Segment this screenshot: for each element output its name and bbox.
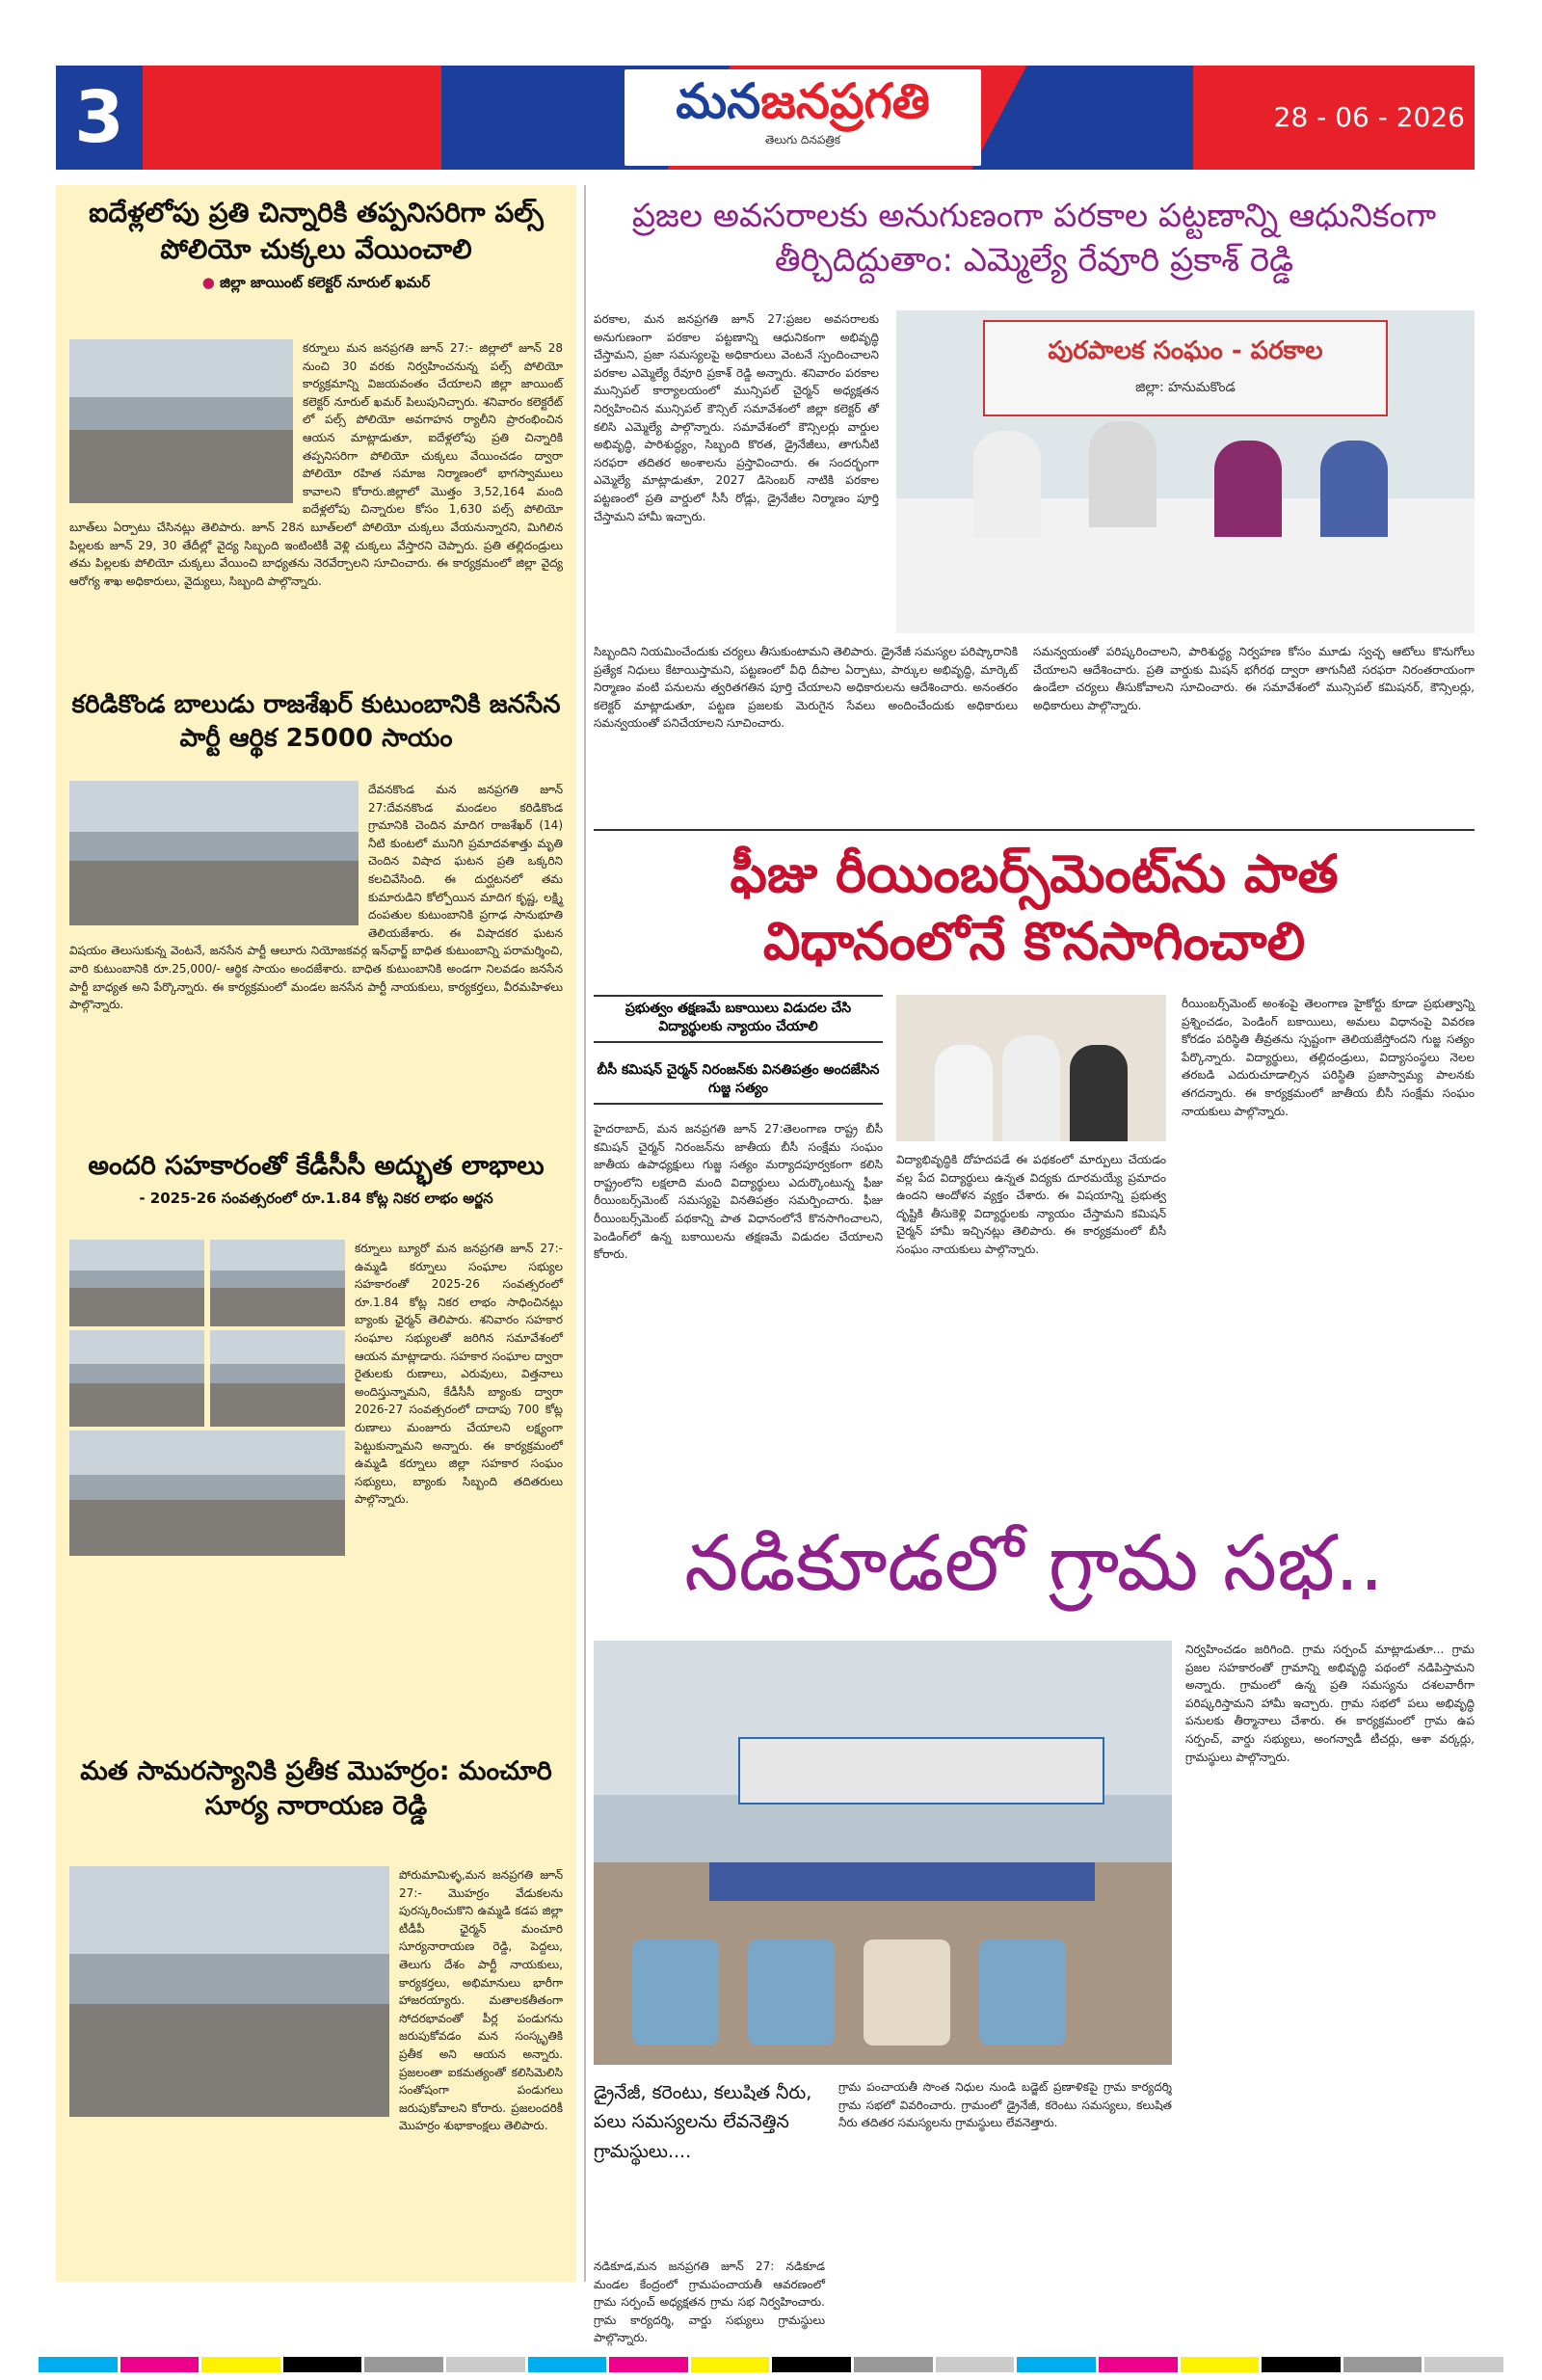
article-parakala-mla bbox=[594, 185, 1475, 821]
article-subhead: - 2025-26 సంవత్సరంలో రూ.1.84 కోట్ల నికర లాభం అర్జన bbox=[139, 1190, 493, 1208]
article-body-col2: సిబ్బందిని నియమించేందుకు చర్యలు తీసుకుంటామని తెలిపారు. డ్రైనేజీ సమస్యల పరిష్కారానికి ప్రత్యేక నిధులు కేటాయిస్తామని, పట్టణంలో వీధి దీపాల ఏర్పాటు, పార్కుల అభివృద్ధి, మార్కెట్ నిర్మాణం వంటి పనులను త్వరితగతిన పూర్తి చేయాలని అధికారులను ఆదేశించారు. అనంతరం కలెక్టర్ మాట్లాడుతూ, పట్టణ ప్రజలకు మెరుగైన సేవలు అందించేందుకు అధికారులు సమన్వయంతో పనిచేయాలని సూచించారు. bbox=[594, 645, 1018, 731]
banner-subtext: జిల్లా: హనుమకొండ bbox=[1135, 380, 1236, 395]
meeting-banner bbox=[983, 320, 1388, 416]
article-moharram bbox=[69, 1754, 563, 2133]
article-body-col1: హైదరాబాద్, మన జనప్రగతి జూన్ 27:తెలంగాణ రాష్ట్ర బీసీ కమిషన్ చైర్మన్ నిరంజన్‌ను జాతీయ బీసీ సంక్షేమ సంఘం జాతీయ ఉపాధ్యక్షులు గుజ్జ సత్యం మర్యాదపూర్వకంగా కలిసి రాష్ట్రంలోని లక్షలాది మంది విద్యార్థులు ఎదుర్కొంటున్న ఫీజు రీయింబర్స్‌మెంట్ సమస్యపై వినతిపత్రం సమర్పించారు. ఫీజు రీయింబర్స్‌మెంట్ పథకాన్ని పాత విధానంలోనే కొనసాగించాలని, పెండింగ్‌లో ఉన్న బకాయిలను తక్షణమే విడుదల చేయాలని కోరారు. bbox=[594, 1122, 883, 1262]
logo-left-word: మన bbox=[676, 73, 761, 129]
article-body-col1: పరకాల, మన జనప్రగతి జూన్ 27:ప్రజల అవసరాలకు అనుగుణంగా పరకాల పట్టణాన్ని ఆధునికంగా అభివృద్ధి చేస్తామని, ప్రజా సమస్యలపై అధికారులు వెంటనే స్పందించాలని పరకాల ఎమ్మెల్యే రేవూరి ప్రకాశ్ రెడ్డి అన్నారు. శనివారం పరకాల మున్సిపల్ కార్యాలయంలో మున్సిపల్ చైర్మన్ అధ్యక్షతన నిర్వహించిన మున్సిపల్ కౌన్సిల్ సమావేశంలో జిల్లా కలెక్టర్ తో కలిసి ఎమ్మెల్యే పాల్గొన్నారు. సమావేశంలో కౌన్సిలర్లు వార్డుల అభివృద్ధి, పారిశుద్ధ్యం, సిబ్బంది కొరత, డ్రైనేజీలు, తాగునీటి సరఫరా తదితర అంశాలను ప్రస్తావించారు. ఈ సందర్భంగా ఎమ్మెల్యే మాట్లాడుతూ, 2027 డిసెంబర్ నాటికి పరకాల పట్టణంలో ప్రతి వార్డులో సీసీ రోడ్లు, డ్రైనేజీల నిర్మాణం పూర్తి చేస్తామని హామీ ఇచ్చారు. bbox=[594, 312, 879, 523]
article-headline: నడికూడలో గ్రామ సభ.. bbox=[684, 1518, 1384, 1608]
logo-tagline: తెలుగు దినపత్రిక bbox=[764, 133, 841, 147]
article-kicker-secondary: బీసీ కమిషన్ చైర్మన్ నిరంజన్‌కు వినతిపత్రం అందజేసిన గుజ్జ సత్యం bbox=[594, 1058, 883, 1105]
page-number: 3 bbox=[56, 66, 143, 170]
gram-sabha-photo bbox=[594, 1641, 1172, 2065]
article-body-col3: సమన్వయంతో పరిష్కరించాలని, పారిశుద్ధ్య నిర్వహణ కోసం మూడు స్వచ్ఛ ఆటోలు కొనుగోలు చేయాలని ఆదేశించారు. ప్రతి వార్డుకు మిషన్ భగీరథ ద్వారా తాగునీటి సరఫరా నిరంతరాయంగా ఉండేలా చర్యలు తీసుకోవాలని సూచించారు. ఈ సమావేశంలో మున్సిపల్ కమిషనర్, కౌన్సిలర్లు, అధికారులు పాల్గొన్నారు. bbox=[1033, 645, 1475, 712]
article-body-col3: రీయింబర్స్‌మెంట్ అంశంపై తెలంగాణ హైకోర్టు కూడా ప్రభుత్వాన్ని ప్రశ్నించడం, పెండింగ్ బకాయిలు, అమలు విధానంపై వివరణ కోరడం పరిస్థితి తీవ్రతను స్పష్టంగా తెలియజేస్తోందని గుజ్జ సత్యం పేర్కొన్నారు. విద్యార్థులు, తల్లిదండ్రులు, విద్యాసంస్థలు నెలల తరబడి ఎదురుచూడాల్సిన పరిస్థితి ప్రజాస్వామ్య పాలనకు తగదన్నారు. ఈ కార్యక్రమంలో జాతీయ బీసీ సంక్షేమ సంఘం నాయకులు పాల్గొన్నారు. bbox=[1182, 997, 1475, 1118]
column-divider bbox=[584, 185, 586, 2282]
print-registration-strip bbox=[39, 2357, 1503, 2372]
article-headline: ప్రజల అవసరాలకు అనుగుణంగా పరకాల పట్టణాన్ని ఆధునికంగా తీర్చిదిద్దుతాం: ఎమ్మెల్యే రేవూరి ప్రకాశ్ రెడ్డి bbox=[631, 197, 1437, 280]
banner-text: పురపాలక సంఘం - పరకాల bbox=[1048, 336, 1323, 365]
left-column bbox=[56, 185, 576, 2282]
article-headline: ఐదేళ్లలోపు ప్రతి చిన్నారికి తప్పనిసరిగా పల్స్ పోలియో చుక్కలు వేయించాలి bbox=[89, 197, 544, 265]
logo-right-word: జనప్రగతి bbox=[760, 73, 930, 129]
article-pulse-polio bbox=[69, 195, 563, 588]
article-body bbox=[69, 339, 563, 657]
article-headline: మత సామరస్యానికి ప్రతీక మొహర్రం: మంచూరి సూర్య నారాయణ రెడ్డి bbox=[80, 1756, 552, 1822]
article-body bbox=[69, 1866, 563, 2252]
article-janasena-aid bbox=[69, 688, 563, 1012]
newspaper-logo bbox=[625, 69, 981, 166]
article-body-text: కర్నూలు మన జనప్రగతి జూన్ 27:- జిల్లాలో జూన్ 28 నుంచి 30 వరకు నిర్వహించనున్న పల్స్ పోలియో కార్యక్రమాన్ని విజయవంతం చేయాలని జిల్లా జాయింట్ కలెక్టర్ నూరుల్ ఖమర్ పిలుపునిచ్చారు. శనివారం కలెక్టరేట్ లో పల్స్ పోలియో అవగాహన ర్యాలీని ప్రారంభించిన ఆయన మాట్లాడుతూ, ఐదేళ్లలోపు ప్రతి చిన్నారికి తప్పనిసరిగా పోలియో చుక్కలు వేయించడం ద్వారా పోలియో రహిత సమాజ నిర్మాణంలో భాగస్వాములు కావాలని కోరారు.జిల్లాలో మొత్తం 3,52,164 మంది ఐదేళ్లలోపు చిన్నారుల కోసం 1,630 పల్స్ పోలియో బూత్‌లు ఏర్పాటు చేసినట్లు తెలిపారు. జూన్ 28న బూత్‌లలో పోలియో చుక్కలు వేయనున్నారని, మిగిలిన పిల్లలకు జూన్ 29, 30 తేదీల్లో వైద్య సిబ్బంది ఇంటింటికీ వెళ్లి చుక్కలు వేస్తారని చెప్పారు. ప్రతి తల్లిదండ్రులు తమ పిల్లలకు పోలియో చుక్కలు వేయించి బాధ్యతను నెరవేర్చాలని సూచించారు. ఈ కార్యక్రమంలో జిల్లా వైద్య ఆరోగ్య శాఖ అధికారులు, వైద్యులు, సిబ్బంది పాల్గొన్నారు. bbox=[69, 341, 563, 588]
article-body bbox=[69, 1240, 563, 1741]
article-body-text: పోరుమామిళ్ళ,మన జనప్రగతి జూన్ 27:- మొహర్రం వేడుకలను పురస్కరించుకొని ఉమ్మడి కడప జిల్లా టీడీపీ ఛైర్మన్ మంచూరి సూర్యనారాయణ రెడ్డి, పెద్దలు, తెలుగు దేశం పార్టీ నాయకులు, కార్యకర్తలు, అభిమానులు భారీగా హాజరయ్యారు. మతాలకతీతంగా సోదరభావంతో పీర్ల పండుగను జరుపుకోవడం మన సంస్కృతికి ప్రతీక అని ఆయన అన్నారు. ప్రజలంతా ఐకమత్యంతో కలిసిమెలిసి సంతోషంగా పండుగలు జరుపుకోవాలని కోరారు. ప్రజలందరికీ మొహర్రం శుభాకాంక్షలు తెలిపారు. bbox=[399, 1868, 563, 2133]
section-divider bbox=[594, 829, 1475, 831]
article-body-col1: నడికూడ,మన జనప్రగతి జూన్ 27: నడికూడ మండల కేంద్రంలో గ్రామపంచాయతీ ఆవరణంలో గ్రామ సర్పంచ్ అధ్యక్షతన గ్రామ సభ నిర్వహించారు. గ్రామ కార్యదర్శి, వార్డు సభ్యులు గ్రామస్థులు పాల్గొన్నారు. bbox=[594, 2260, 825, 2345]
article-body-col2: విద్యాభివృద్ధికి దోహదపడే ఈ పథకంలో మార్పులు చేయడం వల్ల పేద విద్యార్థులు ఉన్నత విద్యకు దూరమయ్యే ప్రమాదం ఉందని ఆందోళన వ్యక్తం చేశారు. ఈ విషయాన్ని ప్రభుత్వ దృష్టికి తీసుకెళ్లి విద్యార్థులకు న్యాయం చేస్తామని కమిషన్ చైర్మన్ హామీ ఇచ్చినట్లు తెలిపారు. ఈ కార్యక్రమంలో బీసీ సంఘం నాయకులు పాల్గొన్నారు. bbox=[896, 1153, 1166, 1256]
bullet-icon: ● bbox=[201, 273, 215, 291]
memorandum-photo bbox=[896, 995, 1166, 1141]
right-column bbox=[594, 185, 1475, 2345]
issue-date: 28 - 06 - 2026 bbox=[1273, 101, 1465, 133]
article-fee-reimbursement bbox=[594, 841, 1475, 1496]
article-body-text: కర్నూలు బ్యూరో మన జనప్రగతి జూన్ 27:- ఉమ్మడి కర్నూలు సంఘాల సభ్యుల సహకారంతో 2025-26 సంవత్సరంలో రూ.1.84 కోట్ల నికర లాభం సాధించినట్లు బ్యాంకు ఛైర్మన్ తెలిపారు. శనివారం సహకార సంఘాల సభ్యులతో జరిగిన సమావేశంలో ఆయన మాట్లాడారు. సహకార సంఘాల ద్వారా రైతులకు రుణాలు, ఎరువులు, విత్తనాలు అందిస్తున్నామని, కేడీసీసీ బ్యాంకు ద్వారా 2026-27 సంవత్సరంలో దాదాపు 700 కోట్ల రుణాలు మంజూరు చేయాలని లక్ష్యంగా పెట్టుకున్నామని అన్నారు. ఈ కార్యక్రమంలో ఉమ్మడి కర్నూలు జిల్లా సహకార సంఘం సభ్యులు, బ్యాంకు సిబ్బంది తదితరులు పాల్గొన్నారు. bbox=[355, 1242, 563, 1507]
council-meeting-photo bbox=[896, 310, 1475, 633]
article-body-col2: గ్రామ పంచాయతీ సొంత నిధుల నుండి బడ్జెట్ ప్రణాళికపై గ్రామ కార్యదర్శి గ్రామ సభలో వివరించారు. గ్రామంలో డ్రైనేజీ, కరెంటు సమస్యలు, కలుషిత నీరు తదితర సమస్యలను గ్రామస్థులు లేవనెత్తారు. bbox=[838, 2080, 1172, 2130]
photo-caption: డ్రైనేజీ, కరెంటు, కలుషిత నీరు, పలు సమస్యలను లేవనెత్తిన గ్రామస్థులు.... bbox=[594, 2082, 812, 2162]
article-headline: అందరి సహకారంతో కేడీసీసీ అద్భుత లాభాలు bbox=[88, 1151, 545, 1181]
article-headline: కరిడికొండ బాలుడు రాజశేఖర్ కుటుంబానికి జనసేన పార్టీ ఆర్థిక 25000 సాయం bbox=[71, 690, 561, 754]
article-kicker: ప్రభుత్వం తక్షణమే బకాయిలు విడుదల చేసి విద్యార్థులకు న్యాయం చేయాలి bbox=[594, 995, 883, 1043]
masthead bbox=[56, 66, 1475, 170]
article-byline: జిల్లా జాయింట్ కలెక్టర్ నూరుల్ ఖమర్ bbox=[220, 273, 431, 291]
article-body bbox=[69, 781, 563, 1128]
article-body-text: దేవనకొండ మన జనప్రగతి జూన్ 27:దేవనకొండ మండలం కరిడికొండ గ్రామానికి చెందిన మాదిగ రాజశేఖర్ (14) నీటి కుంటలో మునిగి ప్రమాదవశాత్తు మృతి చెందిన విషాద ఘటన ప్రతి ఒక్కరిని కలచివేసింది. ఈ దుర్ఘటనలో తమ కుమారుడిని కోల్పోయిన మాదిగ కృష్ణ, లక్ష్మి దంపతుల కుటుంబానికి ప్రగాఢ సానుభూతి తెలియజేశారు. ఈ విషాదకర ఘటన విషయం తెలుసుకున్న వెంటనే, జనసేన పార్టీ ఆలూరు నియోజకవర్గ ఇన్‌ఛార్జ్ బాధిత కుటుంబాన్ని పరామర్శించి, వారి కుటుంబానికి రూ.25,000/- ఆర్థిక సాయం అందజేశారు. బాధిత కుటుంబానికి అండగా నిలవడం జనసేన పార్టీ బాధ్యత అని పేర్కొన్నారు. ఈ కార్యక్రమంలో మండల జనసేన పార్టీ నాయకులు, కార్యకర్తలు, వీరమహిళలు పాల్గొన్నారు. bbox=[69, 783, 563, 1012]
article-headline: ఫీజు రీయింబర్స్‌మెంట్‌ను పాత విధానంలోనే కొనసాగించాలి bbox=[730, 843, 1339, 973]
article-kdcc-profits bbox=[69, 1149, 563, 1507]
masthead-blue-band-right bbox=[971, 66, 1193, 170]
article-gram-sabha bbox=[594, 1506, 1475, 2345]
article-body-col3: నిర్వహించడం జరిగింది. గ్రామ సర్పంచ్ మాట్లాడుతూ... గ్రామ ప్రజల సహకారంతో గ్రామాన్ని అభివృద్ధి పథంలో నడిపిస్తామని అన్నారు. గ్రామంలో ఉన్న ప్రతి సమస్యను దశలవారీగా పరిష్కరిస్తామని హామీ ఇచ్చారు. గ్రామ సభలో పలు అభివృద్ధి పనులకు తీర్మానాలు చేశారు. ఈ కార్యక్రమంలో గ్రామ ఉప సర్పంచ్, వార్డు సభ్యులు, అంగన్వాడీ టీచర్లు, ఆశా వర్కర్లు, గ్రామస్థులు పాల్గొన్నారు. bbox=[1185, 1643, 1475, 1764]
